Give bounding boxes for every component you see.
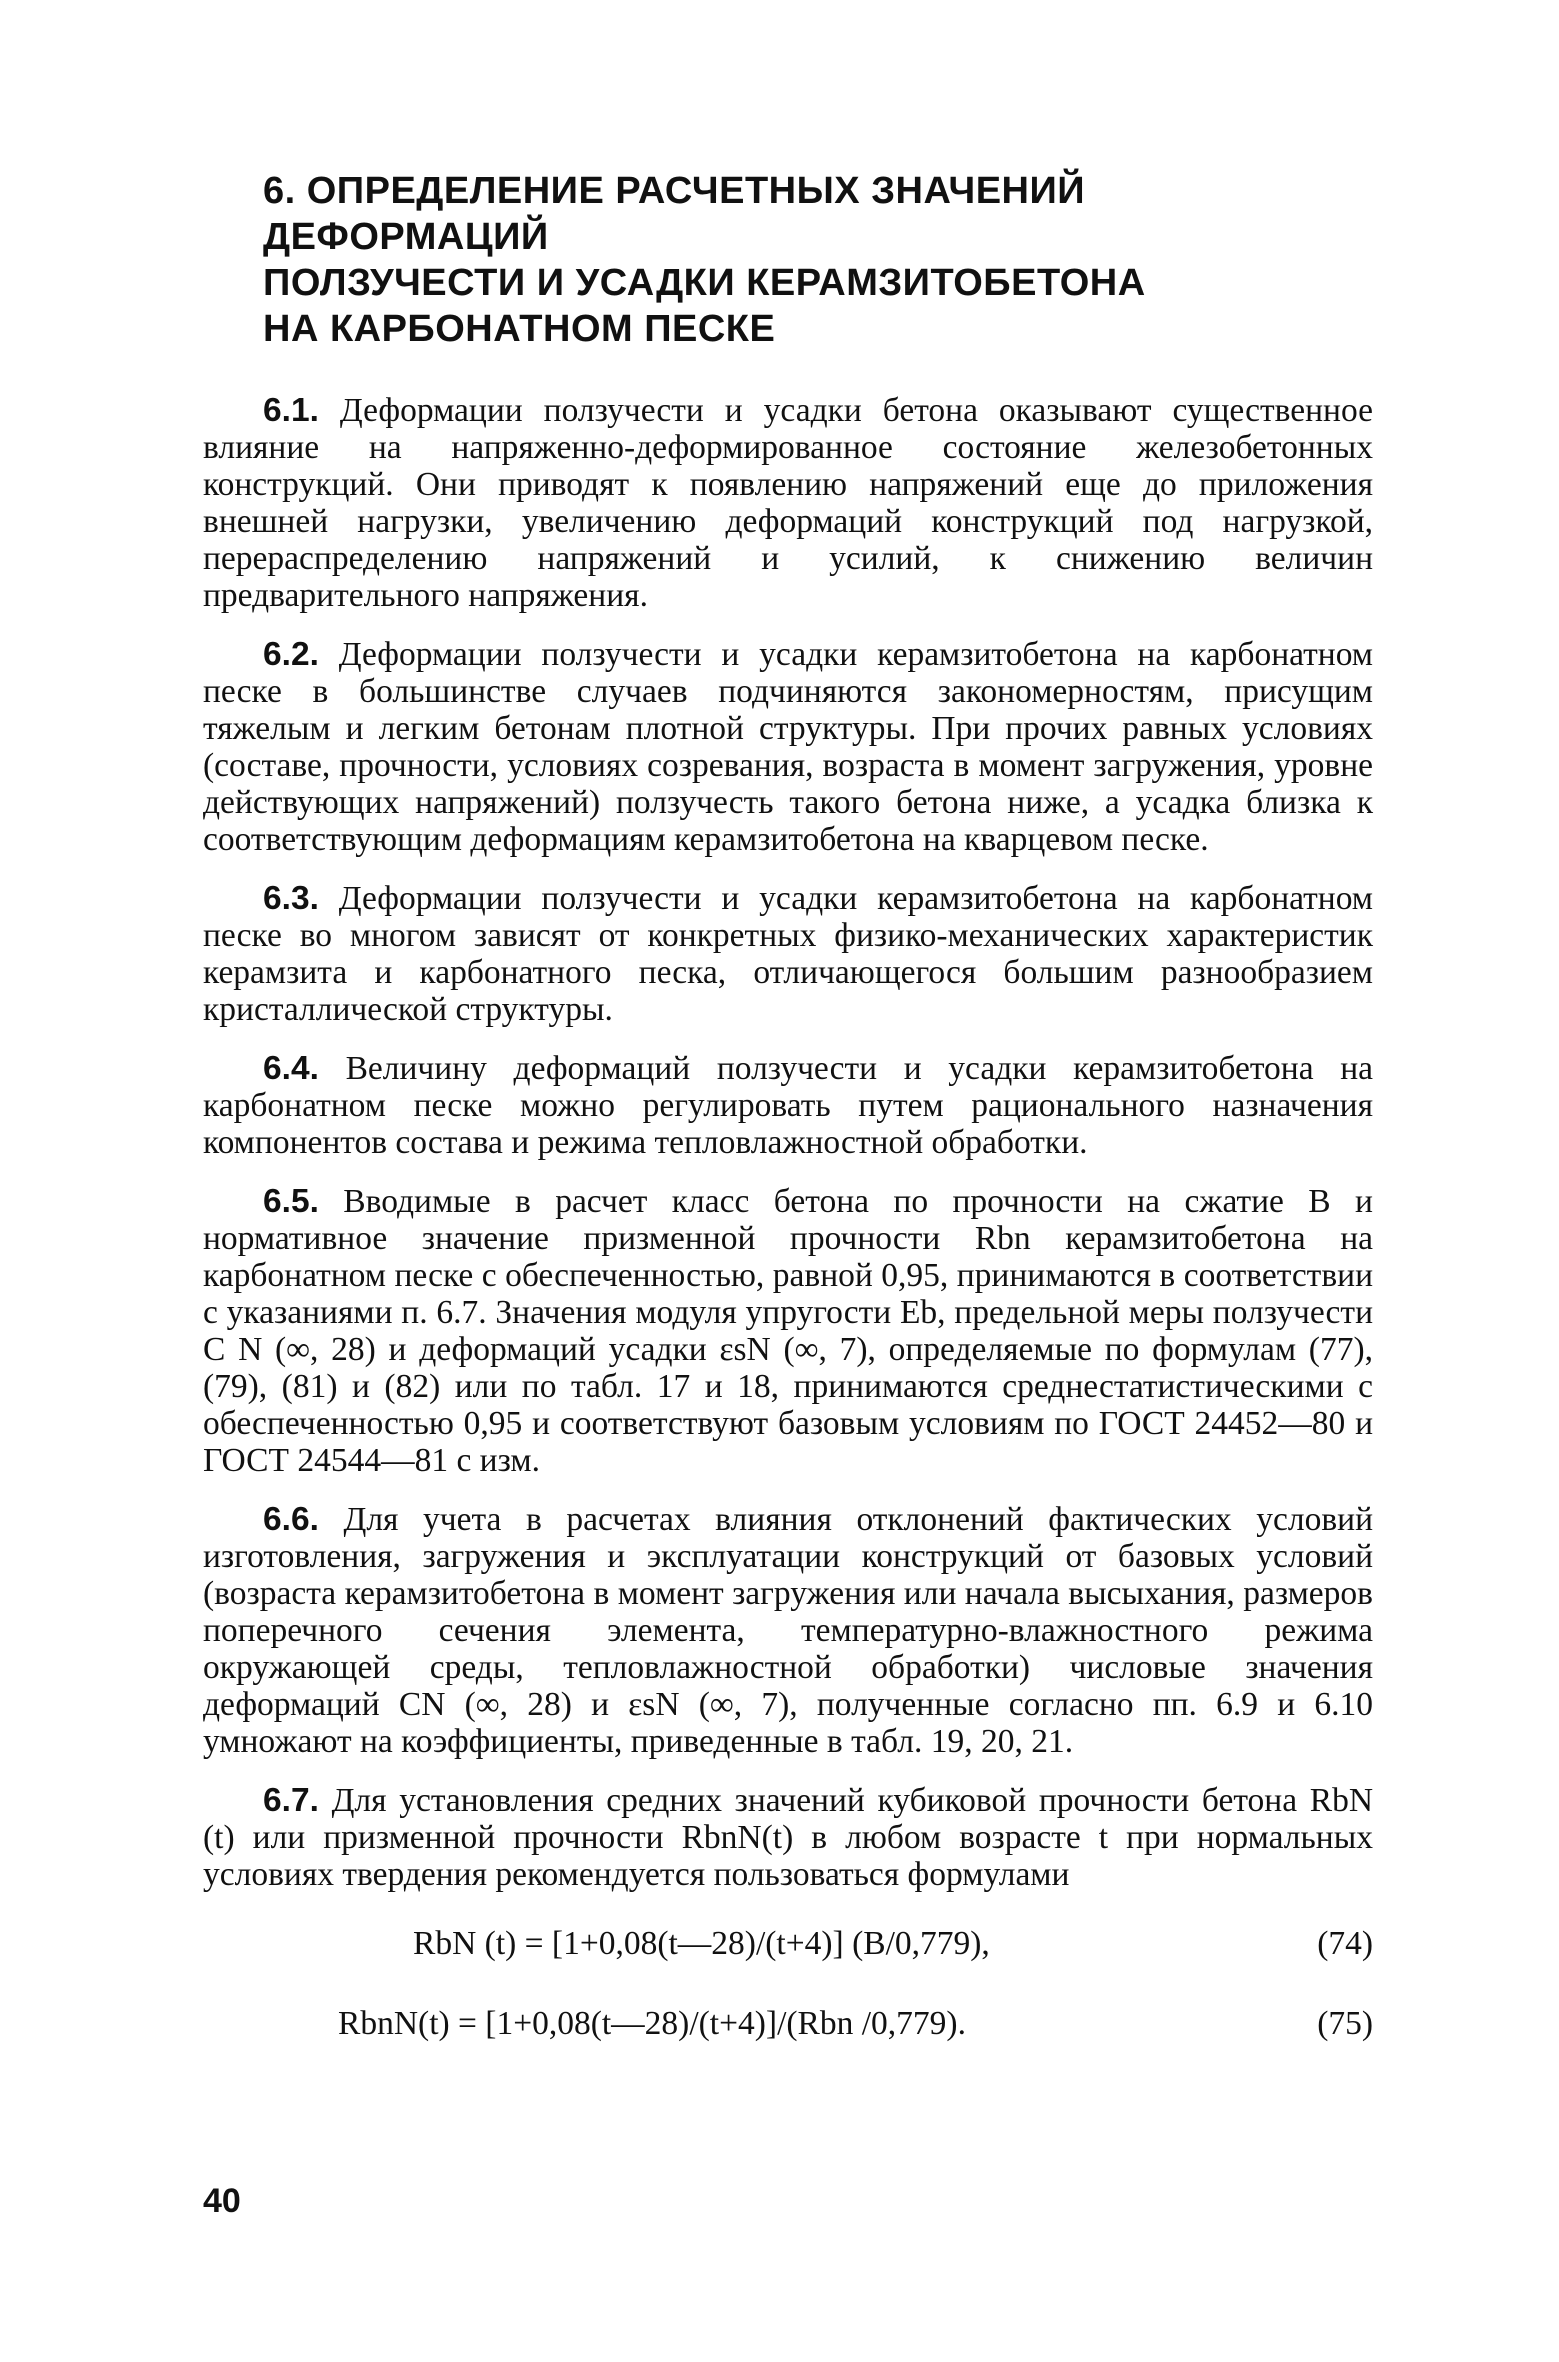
paragraph-text: Для учета в расчетах влияния отклонений фактических условий изготовления, загружения и эксплуатации конструкций от базовых условий (возраста керамзитобетона в момент загружения или начала высыхания, размеров поперечного сечения элемента, температурно-влажностного режима окружающей среды, тепловлажностной обработки) числовые значения деформаций CN (∞, 28) и εsN (∞, 7), полученные согласно пп. 6.9 и 6.10 умножают на коэффициенты, приведенные в табл. 19, 20, 21.: [203, 1501, 1374, 1760]
paragraph-6-1: [203, 392, 1373, 614]
paragraph-6-6: [203, 1501, 1373, 1760]
formula-75: [203, 1995, 1373, 2053]
paragraph-number: 6.2.: [263, 636, 319, 673]
paragraph-6-3: [203, 880, 1373, 1028]
paragraph-text: Вводимые в расчет класс бетона по прочности на сжатие В и нормативное значение призменной прочности Rbn керамзитобетона на карбонатном песке с обеспеченностью, равной 0,95, принимаются в соответствии с указаниями п. 6.7. Значения модуля упругости Eb, предельной меры ползучести C N (∞, 28) и деформаций усадки εsN (∞, 7), определяемые по формулам (77), (79), (81) и (82) или по табл. 17 и 18, принимаются среднестатистическими с обеспеченностью 0,95 и соответствуют базовым условиям по ГОСТ 24452—80 и ГОСТ 24544—81 с изм.: [203, 1183, 1373, 1479]
paragraph-6-2: [203, 636, 1373, 858]
paragraph-6-4: [203, 1050, 1373, 1161]
page-number: 40: [203, 2182, 241, 2220]
paragraph-number: 6.5.: [263, 1183, 319, 1220]
heading-line-1: 6. ОПРЕДЕЛЕНИЕ РАСЧЕТНЫХ ЗНАЧЕНИЙ ДЕФОРМАЦИЙ: [263, 170, 1086, 258]
paragraph-number: 6.7.: [263, 1782, 319, 1819]
equation-number: (75): [1317, 2005, 1373, 2042]
paragraph-6-7: [203, 1782, 1373, 1893]
paragraph-number: 6.1.: [263, 392, 319, 429]
heading-line-3: НА КАРБОНАТНОМ ПЕСКЕ: [263, 308, 776, 350]
paragraph-number: 6.6.: [263, 1501, 319, 1538]
paragraph-text: Деформации ползучести и усадки керамзитобетона на карбонатном песке в большинстве случаев подчиняются закономерностям, присущим тяжелым и легким бетонам плотной структуры. При прочих равных условиях (составе, прочности, условиях созревания, возраста в момент загружения, уровне действующих напряжений) ползучесть такого бетона ниже, а усадка близка к соответствующим деформациям керамзитобетона на кварцевом песке.: [203, 636, 1374, 858]
page-content: [203, 168, 1373, 2053]
paragraph-number: 6.3.: [263, 880, 319, 917]
section-heading: [263, 168, 1373, 352]
paragraph-text: Деформации ползучести и усадки бетона оказывают существенное влияние на напряженно-деформированное состояние железобетонных конструкций. Они приводят к появлению напряжений еще до приложения внешней нагрузки, увеличению деформаций конструкций под нагрузкой, перераспределению напряжений и усилий, к снижению величин предварительного напряжения.: [203, 392, 1374, 614]
paragraph-6-5: [203, 1183, 1373, 1479]
heading-line-2: ПОЛЗУЧЕСТИ И УСАДКИ КЕРАМЗИТОБЕТОНА: [263, 262, 1146, 304]
formula-expression: RbN (t) = [1+0,08(t—28)/(t+4)] (B/0,779),: [413, 1925, 990, 1962]
formula-expression: RbnN(t) = [1+0,08(t—28)/(t+4)]/(Rbn /0,779).: [338, 2005, 966, 2042]
paragraph-text: Деформации ползучести и усадки керамзитобетона на карбонатном песке во многом зависят от конкретных физико-механических характеристик керамзита и карбонатного песка, отличающегося большим разнообразием кристаллической структуры.: [203, 880, 1374, 1028]
paragraph-number: 6.4.: [263, 1050, 319, 1087]
equation-number: (74): [1317, 1925, 1373, 1962]
paragraph-text: Величину деформаций ползучести и усадки керамзитобетона на карбонатном песке можно регулировать путем рационального назначения компонентов состава и режима тепловлажностной обработки.: [203, 1050, 1374, 1161]
formula-74: [203, 1915, 1373, 1973]
paragraph-text: Для установления средних значений кубиковой прочности бетона RbN (t) или призменной прочности RbnN(t) в любом возрасте t при нормальных условиях твердения рекомендуется пользоваться формулами: [203, 1782, 1374, 1893]
